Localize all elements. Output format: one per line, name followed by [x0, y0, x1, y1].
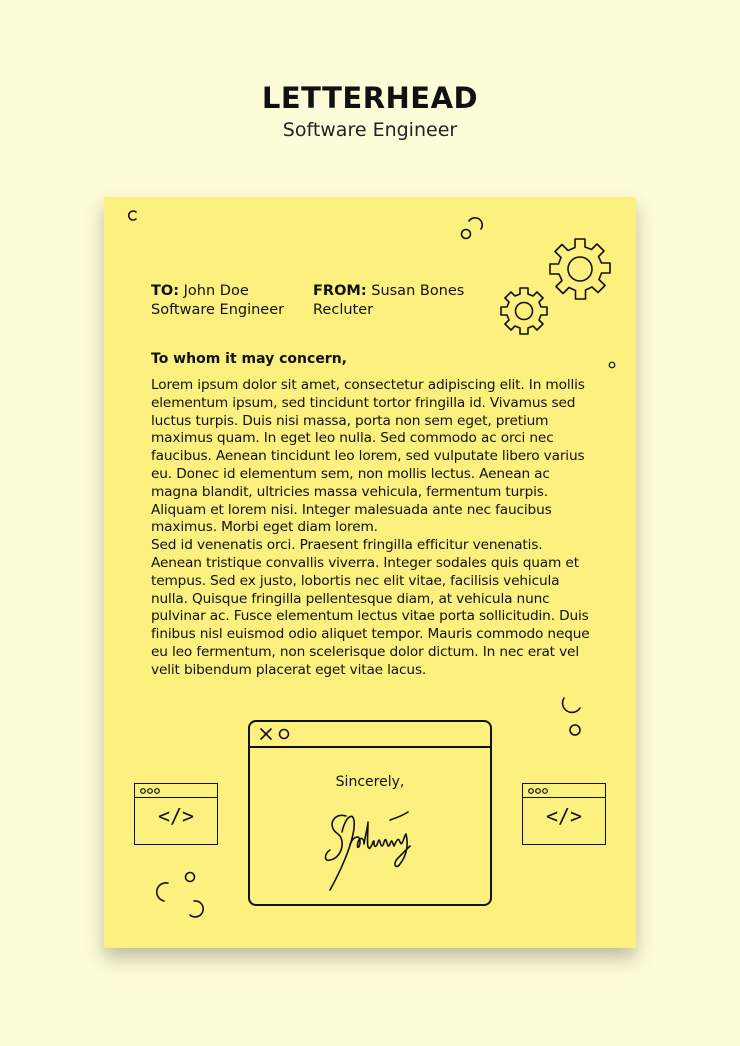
arc-decoration-icon — [126, 209, 140, 223]
code-tag-icon: </> — [545, 804, 583, 828]
window-dot-icon — [278, 728, 290, 740]
code-tag-icon: </> — [157, 804, 195, 828]
sender-block — [313, 282, 464, 320]
gear-small-icon — [497, 285, 551, 339]
signature-image — [316, 802, 428, 892]
letter-greeting: To whom it may concern, — [151, 351, 347, 367]
close-icon — [260, 728, 272, 740]
recipient-name: John Doe — [183, 283, 249, 299]
closing-text: Sincerely, — [335, 774, 405, 790]
circles-decoration-icon — [456, 215, 490, 245]
body-paragraph: Lorem ipsum dolor sit amet, consectetur adipiscing elit. In mollis elementum ipsum, sed tincidunt tortor fringilla id. Vivamus sed luctus turpis. Duis nisi massa, porta non sem eget, pretium maximus quam. In eget leo nulla. Sed commodo ac orci nec faucibus. Aenean tincidunt leo lorem, sed vulputate libero varius eu. Donec id elementum sem, non mollis lectus. Aenean ac magna blandit, ultricies massa vehicula, fermentum turpis. Aliquam et lorem nisi. Integer malesuada ante nec faucibus maximus. Morbi eget diam lorem. — [151, 377, 585, 536]
body-paragraph: Sed id venenatis orci. Praesent fringilla efficitur venenatis. Aenean tristique convallis viverra. Integer sodales quis quam et tempus. Sed ex justo, lobortis nec elit vitae, facilisis vehicula nulla. Quisque fringilla pellentesque diam, at vehicula nunc pulvinar ac. Fusce elementum lectus vitae porta sollicitudin. Duis finibus nisl euismod odio aliquet tempor. Mauris commodo neque eu leo fermentum, non scelerisque dolor dictum. In nec erat vel velit bibendum placerat eget vitae lacus. — [151, 537, 590, 678]
recipient-block — [151, 282, 284, 320]
gear-large-icon — [544, 235, 616, 307]
sender-name: Susan Bones — [371, 283, 465, 299]
code-window-bar — [135, 784, 217, 798]
window-dots-icon — [527, 787, 555, 795]
code-window-left — [134, 783, 218, 845]
window-title-bar — [250, 722, 490, 748]
code-window-bar — [523, 784, 605, 798]
sender-role: Recluter — [313, 302, 374, 318]
page-title: LETTERHEAD — [261, 81, 479, 115]
letterhead-header — [0, 80, 740, 144]
page-subtitle: Software Engineer — [282, 119, 458, 141]
bubbles-decoration-icon — [556, 694, 586, 742]
letter-body — [151, 377, 596, 680]
window-dots-icon — [139, 787, 167, 795]
code-window-right — [522, 783, 606, 845]
signature-window — [248, 720, 492, 906]
to-label: TO: — [151, 283, 180, 299]
bubbles-decoration-icon — [152, 865, 210, 921]
recipient-role: Software Engineer — [151, 302, 285, 318]
from-label: FROM: — [313, 283, 367, 299]
dot-decoration-icon — [607, 360, 617, 370]
letter-paper — [104, 197, 636, 948]
